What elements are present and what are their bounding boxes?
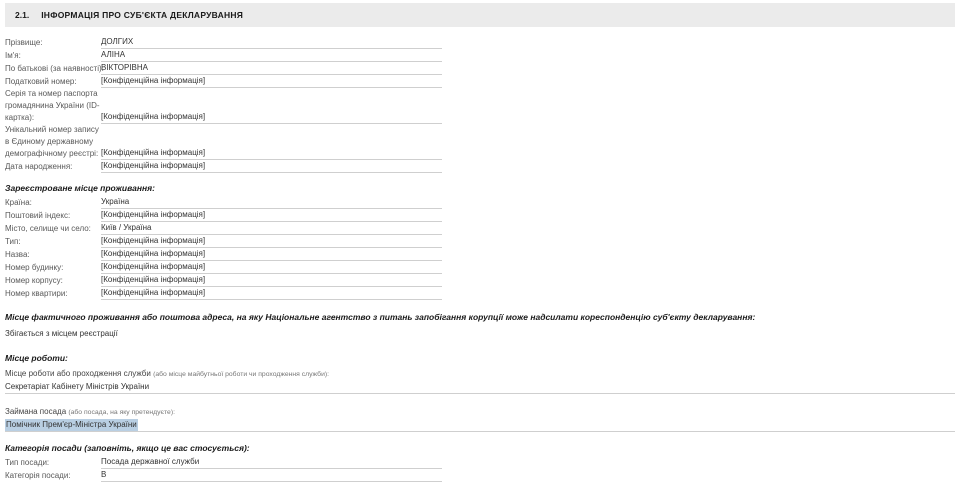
workplace-label-note: (або місце майбутньої роботи чи проходження служби): bbox=[153, 371, 330, 378]
field-label: Тип посади: bbox=[5, 458, 50, 467]
workplace-label bbox=[5, 368, 955, 381]
field-value: [Конфіденційна інформація] bbox=[101, 235, 442, 248]
field-row-birthdate bbox=[5, 160, 955, 173]
field-label: По батькові (за наявності): bbox=[5, 64, 104, 73]
section-number: 2.1. bbox=[15, 10, 30, 20]
field-row-surname bbox=[5, 36, 955, 49]
residence-section-title: Зареєстроване місце проживання: bbox=[5, 183, 155, 193]
field-label: Унікальний номер запису в Єдиному державному демографічному реєстрі: bbox=[5, 125, 99, 158]
mailing-value: Збігається з місцем реєстрації bbox=[5, 329, 118, 338]
field-label: Країна: bbox=[5, 198, 32, 207]
field-label: Податковий номер: bbox=[5, 77, 77, 86]
field-row-position-category bbox=[5, 469, 955, 482]
field-row-block-number bbox=[5, 274, 955, 287]
workplace-value: Секретаріат Кабінету Міністрів України bbox=[5, 381, 955, 394]
field-row-street-name bbox=[5, 248, 955, 261]
field-value: [Конфіденційна інформація] bbox=[101, 111, 442, 124]
field-value: [Конфіденційна інформація] bbox=[101, 248, 442, 261]
field-value: АЛІНА bbox=[101, 49, 442, 62]
field-value: [Конфіденційна інформація] bbox=[101, 274, 442, 287]
field-label: Номер корпусу: bbox=[5, 276, 63, 285]
position-label-main: Займана посада bbox=[5, 407, 67, 416]
field-row-postal-code bbox=[5, 209, 955, 222]
work-section-title: Місце роботи: bbox=[5, 353, 68, 363]
field-label: Тип: bbox=[5, 237, 21, 246]
section-header-bar bbox=[5, 3, 955, 27]
field-row-firstname bbox=[5, 49, 955, 62]
field-row-country bbox=[5, 196, 955, 209]
field-row-registry-number bbox=[5, 124, 955, 160]
field-value: [Конфіденційна інформація] bbox=[101, 209, 442, 222]
field-row-building-number bbox=[5, 261, 955, 274]
field-label: Місто, селище чи село: bbox=[5, 224, 91, 233]
mailing-section-title: Місце фактичного проживання або поштова адреса, на яку Національне агентство з питань запобігання корупції може надсилати кореспонденцію суб'єкту декларування: bbox=[5, 312, 756, 322]
field-row-passport bbox=[5, 88, 955, 124]
field-value: Україна bbox=[101, 196, 442, 209]
field-value: ВІКТОРІВНА bbox=[101, 62, 442, 75]
form-content bbox=[5, 27, 955, 482]
section-title: ІНФОРМАЦІЯ ПРО СУБ'ЄКТА ДЕКЛАРУВАННЯ bbox=[41, 10, 244, 20]
position-value-highlighted-text: Помічник Прем'єр-Міністра України bbox=[6, 420, 137, 429]
field-label: Поштовий індекс: bbox=[5, 211, 71, 220]
category-section-title: Категорія посади (заповніть, якщо це вас стосується): bbox=[5, 443, 250, 453]
field-label: Номер квартири: bbox=[5, 289, 68, 298]
field-value: [Конфіденційна інформація] bbox=[101, 160, 442, 173]
field-label: Назва: bbox=[5, 250, 30, 259]
field-label: Прізвище: bbox=[5, 38, 43, 47]
field-value: Посада державної служби bbox=[101, 456, 442, 469]
field-label: Категорія посади: bbox=[5, 471, 71, 480]
field-label: Номер будинку: bbox=[5, 263, 64, 272]
position-label bbox=[5, 406, 955, 419]
field-row-city bbox=[5, 222, 955, 235]
field-label: Серія та номер паспорта громадянина України (ID-картка): bbox=[5, 89, 100, 122]
field-label: Дата народження: bbox=[5, 162, 73, 171]
field-value: ДОЛГИХ bbox=[101, 36, 442, 49]
field-row-apartment-number bbox=[5, 287, 955, 300]
field-row-position-type bbox=[5, 456, 955, 469]
field-value: [Конфіденційна інформація] bbox=[101, 147, 442, 160]
field-value: В bbox=[101, 469, 442, 482]
field-value: [Конфіденційна інформація] bbox=[101, 261, 442, 274]
field-value: Київ / Україна bbox=[101, 222, 442, 235]
position-label-note: (або посада, на яку претендуєте): bbox=[68, 409, 175, 416]
field-row-street-type bbox=[5, 235, 955, 248]
workplace-label-main: Місце роботи або проходження служби bbox=[5, 369, 151, 378]
field-value: [Конфіденційна інформація] bbox=[101, 287, 442, 300]
position-value bbox=[5, 419, 955, 432]
field-label: Ім'я: bbox=[5, 51, 21, 60]
field-row-tax-number bbox=[5, 75, 955, 88]
field-row-patronymic bbox=[5, 62, 955, 75]
field-value: [Конфіденційна інформація] bbox=[101, 75, 442, 88]
